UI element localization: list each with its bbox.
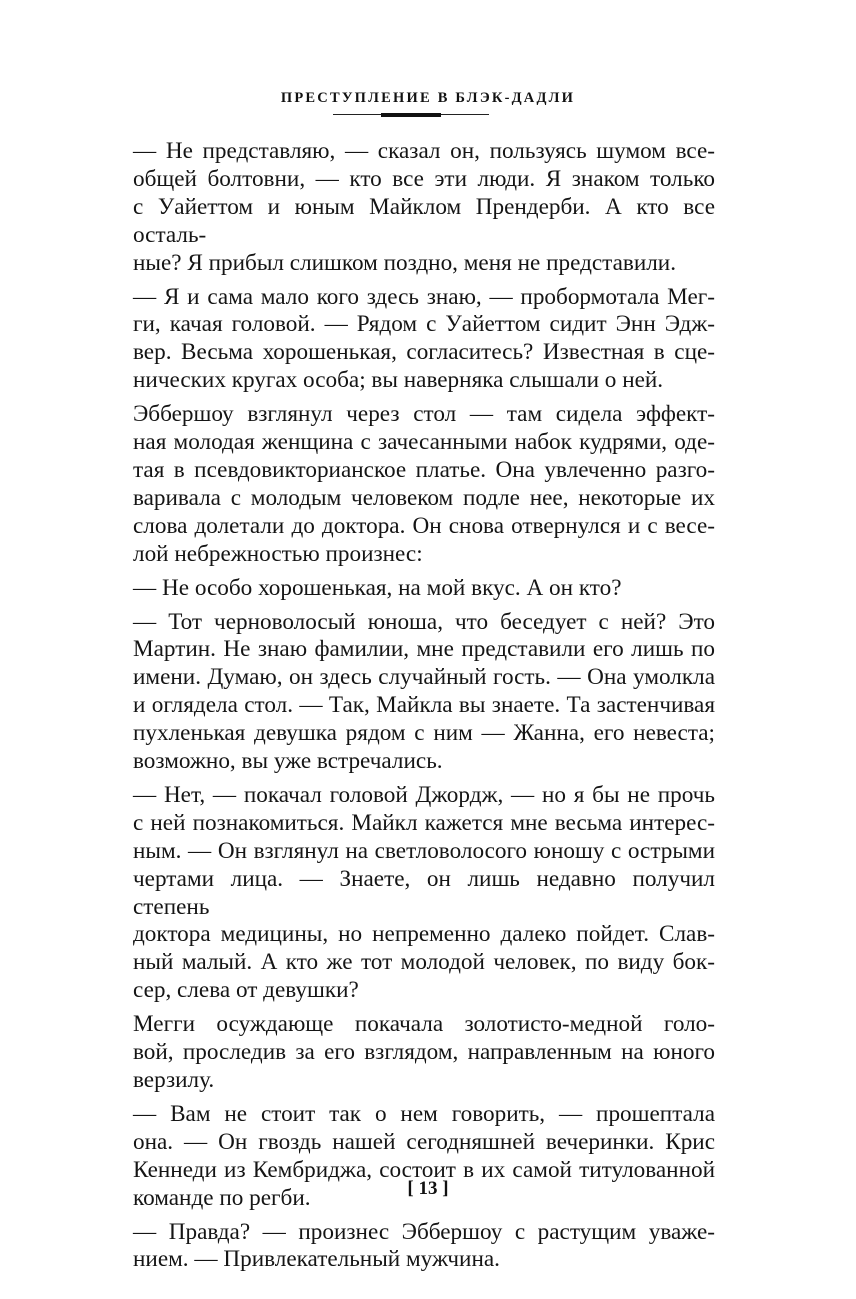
paragraph: [133, 1219, 715, 1275]
text-line: ги, качая головой. — Рядом с Уайеттом сидит Энн Эдж-: [133, 311, 715, 338]
paragraph: [133, 138, 715, 278]
text-line: варивала с молодым человеком подле нее, некоторые их: [133, 484, 715, 511]
text-line: — Не представляю, — сказал он, пользуясь шумом все-: [133, 138, 715, 164]
text-line: сер, слева от девушки?: [133, 977, 359, 1004]
text-line: ная молодая женщина с зачесанными набок кудрями, оде-: [133, 429, 715, 456]
text-line: Мартин. Не знаю фамилии, мне представили его лишь по: [133, 636, 715, 663]
text-line: вер. Весьма хорошенькая, согласитесь? Известная в сце-: [133, 339, 715, 366]
text-line: пухленькая девушка рядом с ним — Жанна, его невеста;: [133, 720, 715, 747]
text-line: — Нет, — покачал головой Джордж, — но я бы не прочь: [133, 781, 715, 808]
text-line: команде по регби.: [133, 1184, 311, 1211]
text-line: слова долетали до доктора. Он снова отвернулся и с весе-: [133, 512, 715, 539]
paragraph: [133, 575, 715, 603]
text-line: — Я и сама мало кого здесь знаю, — пробормотала Мег-: [133, 283, 715, 310]
text-line: ный малый. А кто же тот молодой человек, по виду бок-: [133, 949, 715, 976]
paragraph: [133, 1011, 715, 1095]
paragraph: [133, 401, 715, 568]
running-head: ПРЕСТУПЛЕНИЕ В БЛЭК-ДАДЛИ: [280, 90, 576, 106]
text-line: общей болтовни, — кто все эти люди. Я знаком только: [133, 165, 715, 192]
page-number: [ 13 ]: [407, 1178, 449, 1199]
text-line: ным. — Он взглянул на светловолосого юношу с острыми: [133, 837, 715, 864]
paragraph: [133, 782, 715, 1005]
text-line: лой небрежностью произнес:: [133, 540, 423, 567]
text-line: доктора медицины, но непременно далеко пойдет. Слав-: [133, 921, 715, 948]
text-line: с Уайеттом и юным Майклом Прендерби. А кто все осталь-: [133, 193, 715, 248]
text-line: и оглядела стол. — Так, Майкла вы знаете. Та застенчивая: [133, 692, 715, 719]
text-line: имени. Думаю, он здесь случайный гость. — Она умолкла: [133, 664, 715, 691]
paragraph: [133, 609, 715, 776]
text-line: верзилу.: [133, 1067, 215, 1093]
text-line: нических кругах особа; вы наверняка слышали о ней.: [133, 367, 664, 394]
text-line: с ней познакомиться. Майкл кажется мне весьма интерес-: [133, 809, 715, 836]
text-line: Кеннеди из Кембриджа, состоит в их самой титулованной: [133, 1156, 715, 1183]
text-line: тая в псевдовикторианское платье. Она увлеченно разго-: [133, 456, 715, 483]
text-line: вой, проследив за его взглядом, направленным на юного: [133, 1039, 715, 1066]
text-line: — Правда? — произнес Эббершоу с растущим уваже-: [133, 1218, 715, 1245]
text-line: — Тот черноволосый юноша, что беседует с ней? Это: [133, 608, 715, 635]
text-line: возможно, вы уже встречались.: [133, 748, 443, 775]
running-head-rule-accent: [381, 113, 441, 117]
paragraph: [133, 284, 715, 396]
text-line: она. — Он гвоздь нашей сегодняшней вечеринки. Крис: [133, 1128, 715, 1155]
body-text: [133, 138, 715, 1280]
text-line: — Вам не стоит так о нем говорить, — прошептала: [133, 1100, 715, 1127]
text-line: — Не особо хорошенькая, на мой вкус. А он кто?: [133, 574, 622, 601]
text-line: Мегги осуждающе покачала золотисто-медной голо-: [133, 1011, 715, 1038]
text-line: чертами лица. — Знаете, он лишь недавно получил степень: [133, 865, 715, 920]
text-line: ные? Я прибыл слишком поздно, меня не представили.: [133, 249, 677, 276]
text-line: нием. — Привлекательный мужчина.: [133, 1246, 500, 1273]
text-line: Эббершоу взглянул через стол — там сидела эффект-: [133, 401, 715, 428]
